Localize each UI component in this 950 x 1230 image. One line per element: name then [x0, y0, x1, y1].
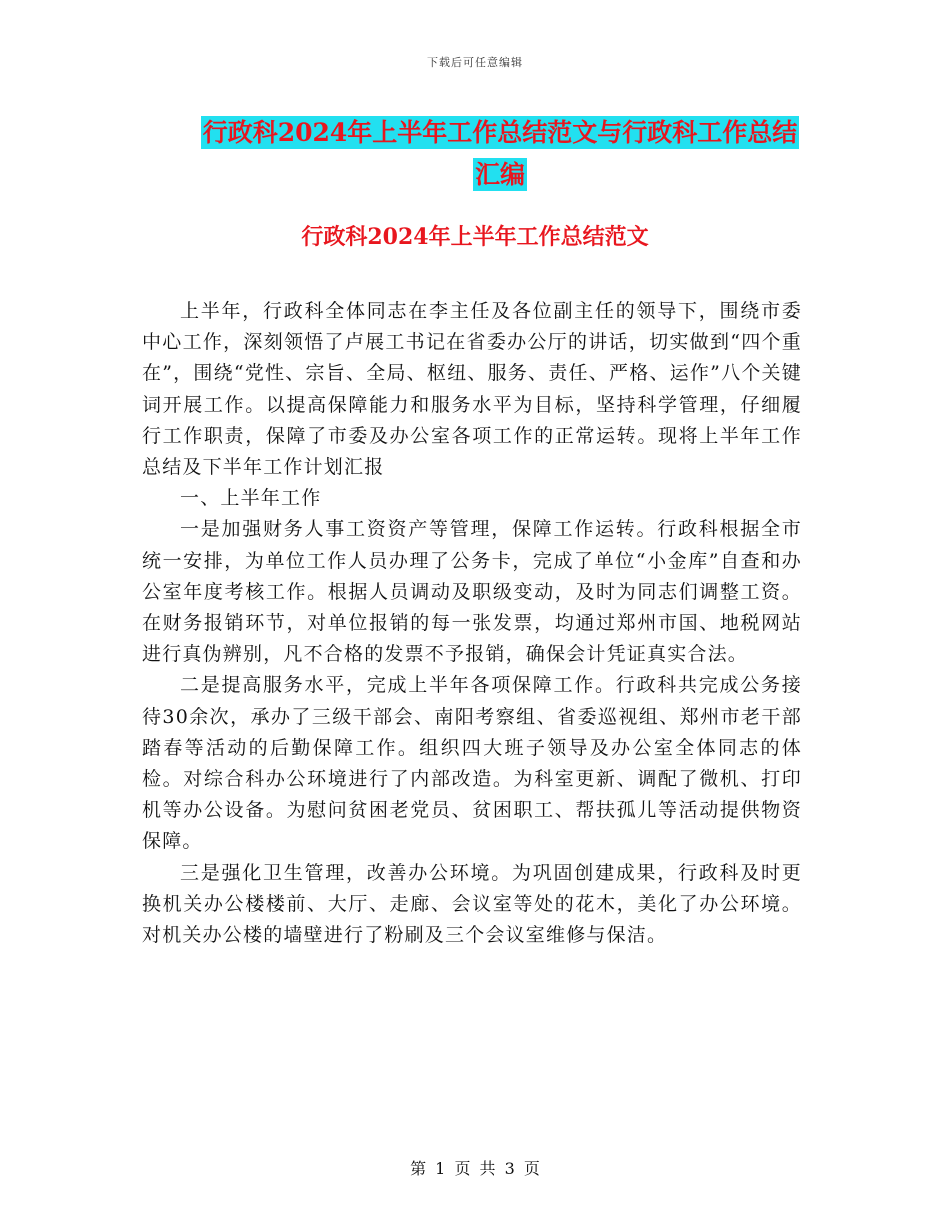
paragraph-item-2: 二是提高服务水平，完成上半年各项保障工作。行政科共完成公务接待30余次，承办了三级干部会、南阳考察组、省委巡视组、郑州市老干部踏春等活动的后勤保障工作。组织四大班子领导及办公室全体同志的体检。对综合科办公环境进行了内部改造。为科室更新、调配了微机、打印机等办公设备。为慰问贫困老党员、贫困职工、帮扶孤儿等活动提供物资保障。: [142, 674, 802, 853]
section-heading: 一、上半年工作: [180, 487, 322, 510]
paragraph-item-3: 三是强化卫生管理，改善办公环境。为巩固创建成果，行政科及时更换机关办公楼楼前、大厅、走廊、会议室等处的花木，美化了办公环境。对机关办公楼的墙壁进行了粉刷及三个会议室维修与保洁。: [142, 861, 802, 947]
document-title: [140, 112, 860, 196]
document-body: [142, 296, 802, 951]
title-line-2: 汇编: [474, 160, 525, 189]
paragraph-intro: 上半年，行政科全体同志在李主任及各位副主任的领导下，围绕市委中心工作，深刻领悟了卢展工书记在省委办公厅的讲话，切实做到“四个重在”，围绕“党性、宗旨、全局、枢纽、服务、责任、严格、运作”八个关键词开展工作。以提高保障能力和服务水平为目标，坚持科学管理，仔细履行工作职责，保障了市委及办公室各项工作的正常运转。现将上半年工作总结及下半年工作计划汇报: [142, 300, 802, 479]
title-line-1: 行政科2024年上半年工作总结范文与行政科工作总结: [202, 118, 798, 147]
header-note: 下载后可任意编辑: [427, 56, 523, 69]
paragraph-item-1: 一是加强财务人事工资资产等管理，保障工作运转。行政科根据全市统一安排，为单位工作人员办理了公务卡，完成了单位“小金库”自查和办公室年度考核工作。根据人员调动及职级变动，及时为同志们调整工资。在财务报销环节，对单位报销的每一张发票，均通过郑州市国、地税网站进行真伪辨别，凡不合格的发票不予报销，确保会计凭证真实合法。: [142, 518, 802, 666]
page-number: 第 1 页 共 3 页: [410, 1159, 540, 1178]
section-title: 行政科2024年上半年工作总结范文: [301, 224, 649, 250]
